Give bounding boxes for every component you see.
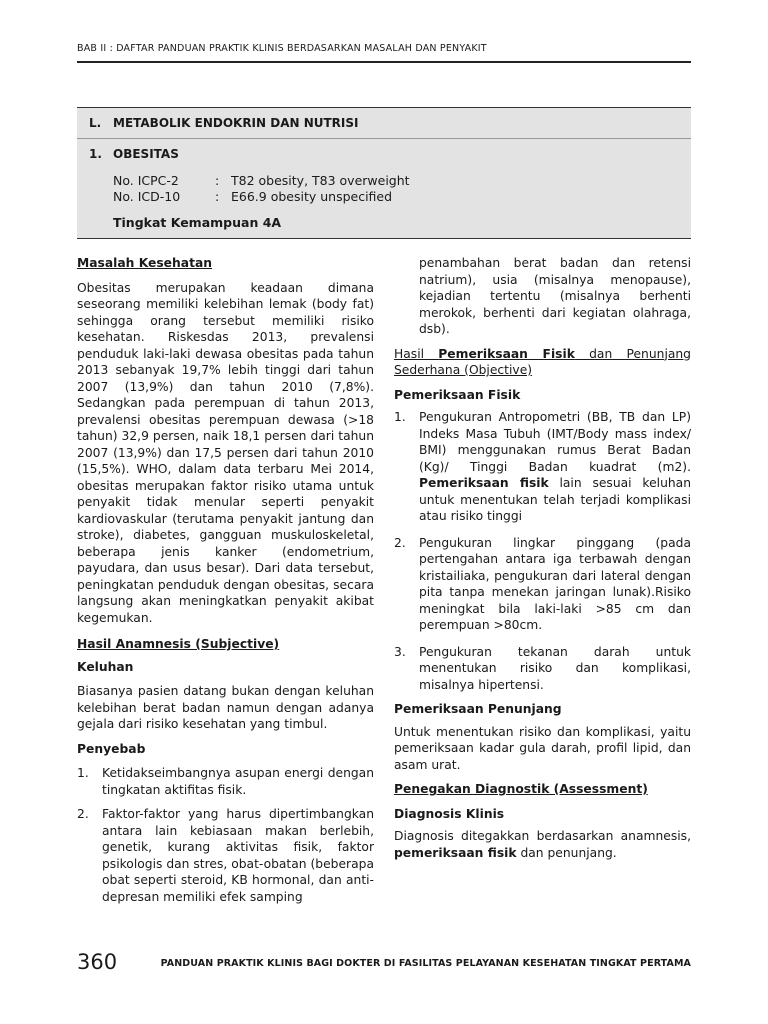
icpc-value: T82 obesity, T83 overweight xyxy=(231,173,410,188)
list-item xyxy=(77,806,374,905)
keluhan-text: Biasanya pasien datang bukan dengan keluhan kelebihan berat badan namun dengan adanya gejala dari risiko kesehatan yang timbul. xyxy=(77,684,374,731)
icpc-label: No. ICPC-2 xyxy=(113,173,179,188)
list-item-number: 1. xyxy=(394,410,406,424)
objective-heading-bold: Pemeriksaan Fisik xyxy=(438,346,575,361)
penunjang-heading: Pemeriksaan Penunjang xyxy=(394,702,562,716)
diagnostik-heading: Penegakan Diagnostik (Assessment) xyxy=(394,782,648,796)
penyebab-heading: Penyebab xyxy=(77,741,146,756)
right-column xyxy=(394,255,691,861)
list-item xyxy=(77,765,374,798)
list-item-number: 3. xyxy=(394,644,406,659)
icd-value: E66.9 obesity unspecified xyxy=(231,189,393,204)
list-item-text: Pengukuran Antropometri (BB, TB dan LP) Indeks Masa Tubuh (IMT/Body mass index/ BMI) menggunakan rumus Berat Badan (Kg)/ Tinggi Badan kuadrat (m2). xyxy=(419,410,691,474)
objective-heading-pre: Hasil xyxy=(394,346,439,361)
objective-heading xyxy=(394,346,691,379)
list-item xyxy=(394,409,691,525)
page-number: 360 xyxy=(77,950,118,974)
anamnesis-heading: Hasil Anamnesis (Subjective) xyxy=(77,637,280,651)
diagnosis-text-b: dan penunjang. xyxy=(516,845,617,860)
diagnosis-text xyxy=(394,828,691,861)
list-item-text: Pengukuran tekanan darah untuk menentukan risiko dan komplikasi, misalnya hipertensi. xyxy=(419,644,691,692)
penunjang-text: Untuk menentukan risiko dan komplikasi, yaitu pemeriksaan kadar gula darah, profil lipid, dan asam urat. xyxy=(394,724,691,772)
keluhan-heading: Keluhan xyxy=(77,659,134,674)
left-column xyxy=(77,255,374,905)
tingkat-kemampuan: Tingkat Kemampuan 4A xyxy=(113,215,282,230)
section-title: METABOLIK ENDOKRIN DAN NUTRISI xyxy=(113,116,359,130)
list-item-bold: Pemeriksaan fisik xyxy=(419,476,549,490)
list-item-text-cont: lain sesuai keluhan untuk menentukan telah terjadi komplikasi atau risiko tinggi xyxy=(419,476,691,523)
section-row xyxy=(77,108,691,139)
section-box xyxy=(77,107,691,239)
item-number: 1. xyxy=(89,147,102,161)
running-header: BAB II : DAFTAR PANDUAN PRAKTIK KLINIS BERDASARKAN MASALAH DAN PENYAKIT xyxy=(77,43,487,54)
penyebab-continued: penambahan berat badan dan retensi natrium), usia (misalnya menopause), kejadian tertentu (misalnya berhenti merokok, berhenti dari kegiatan olahraga, dsb). xyxy=(419,256,691,336)
icd-separator: : xyxy=(215,189,220,204)
diagnosis-text-bold: pemeriksaan fisik xyxy=(394,845,517,860)
list-item-number: 1. xyxy=(77,766,89,780)
diagnosis-text-a: Diagnosis ditegakkan berdasarkan anamnesis, xyxy=(394,829,691,843)
list-item xyxy=(394,644,691,694)
diagnosis-heading: Diagnosis Klinis xyxy=(394,806,505,821)
section-number: L. xyxy=(89,116,102,130)
masalah-heading: Masalah Kesehatan xyxy=(77,256,212,270)
list-item-text: Faktor-faktor yang harus dipertimbangkan antara lain kebiasaan makan berlebih, genetik, kurang aktivitas fisik, faktor psikologis dan stres, obat-obatan (beberapa obat seperti steroid, KB hormonal, dan anti-depresan memiliki efek samping xyxy=(102,807,374,904)
icd-label: No. ICD-10 xyxy=(113,189,181,204)
list-item xyxy=(394,535,691,634)
list-item-number: 2. xyxy=(394,535,406,550)
list-item-number: 2. xyxy=(77,807,89,821)
list-item-text: Ketidakseimbangnya asupan energi dengan tingkatan aktifitas fisik. xyxy=(102,766,374,797)
icpc-separator: : xyxy=(215,173,220,188)
item-title: OBESITAS xyxy=(113,147,179,161)
header-rule xyxy=(77,61,691,63)
objective-heading-post: dan Penunjang Sederhana (Objective) xyxy=(394,346,691,377)
running-footer: PANDUAN PRAKTIK KLINIS BAGI DOKTER DI FASILITAS PELAYANAN KESEHATAN TINGKAT PERTAMA xyxy=(160,958,691,969)
list-item-text: Pengukuran lingkar pinggang (pada pertengahan antara iga terbawah dengan kristailiaka, pengukuran dari lateral dengan pita tanpa menekan jaringan lunak).Risiko meningkat bila laki-laki >85 cm dan perempuan >80cm. xyxy=(419,535,691,632)
fisik-heading: Pemeriksaan Fisik xyxy=(394,387,521,402)
masalah-text: Obesitas merupakan keadaan dimana seseorang memiliki kelebihan lemak (body fat) sehingga orang tersebut memiliki risiko kesehatan. Riskesdas 2013, prevalensi penduduk laki-laki dewasa obesitas pada tahun 2013 sebanyak 19,7% lebih tinggi dari tahun 2007 (13,9%) dan tahun 2010 (7,8%). Sedangkan pada perempuan di tahun 2013, prevalensi obesitas perempuan dewasa (>18 tahun) 32,9 persen, naik 18,1 persen dari tahun 2007 (13,9%) dan 17,5 persen dari tahun 2010 (15,5%). WHO, dalam data terbaru Mei 2014, obesitas merupakan faktor risiko utama untuk penyakit tidak menular seperti penyakit kardiovaskular (terutama penyakit jantung dan stroke), diabetes, gangguan muskuloskeletal, beberapa jenis kanker (endometrium, payudara, dan usus besar). Dari data tersebut, peningkatan penduduk dengan obesitas, secara langsung akan meningkatkan penyakit akibat kegemukan. xyxy=(77,280,374,625)
